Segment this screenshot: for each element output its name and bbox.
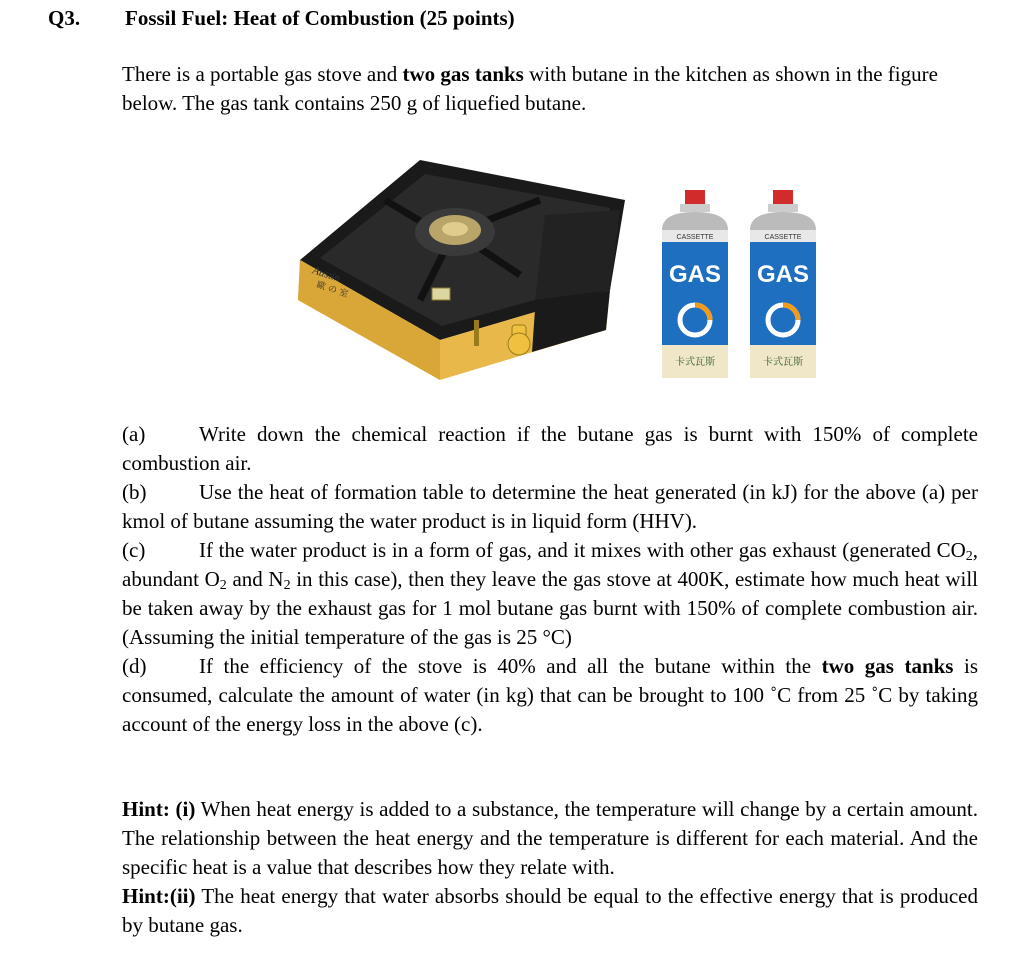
question-b-label: (b) — [122, 480, 147, 504]
question-c-text-2: , abundant O — [122, 538, 978, 591]
question-b-text: Use the heat of formation table to determine the heat generated (in kJ) for the above (a) per kmol of butane assuming the water product is in liquid form (HHV). — [122, 480, 978, 533]
portable-stove — [298, 160, 625, 380]
question-b — [122, 478, 978, 536]
canister-2-bottom-label: 卡式瓦斯 — [763, 357, 803, 368]
hint-1-label: Hint: (i) — [122, 797, 196, 821]
canister-2-gas-label: GAS — [756, 261, 810, 288]
intro-paragraph — [122, 60, 978, 118]
question-c — [122, 536, 978, 652]
hint-2-label: Hint:(ii) — [122, 884, 196, 908]
stove-and-tanks-figure — [280, 140, 820, 400]
intro-bold: two gas tanks — [402, 62, 524, 86]
question-d — [122, 652, 978, 739]
intro-text-1: There is a portable gas stove and — [122, 62, 403, 86]
canister-2-top-label: CASSETTE — [764, 234, 802, 241]
canister-1-top-label: CASSETTE — [676, 234, 714, 241]
intro-text-2: with butane in the kitchen as shown in the figure below. The gas tank contains 250 g of liquefied butane. — [122, 62, 938, 115]
canister-1-bottom-label: 卡式瓦斯 — [675, 357, 715, 368]
hints-section — [122, 795, 978, 940]
stove-brand-label: Austin — [311, 264, 342, 285]
question-a — [122, 420, 978, 478]
question-c-text-4: in this case), then they leave the gas stove at 400K, estimate how much heat will be taken away by the exhaust gas for 1 mol butane gas burnt with 150% of complete combustion air. (Assuming the initial temperature of the gas is 25 °C) — [122, 567, 978, 649]
canister-1-gas-label: GAS — [668, 261, 722, 288]
hint-1 — [122, 795, 978, 882]
question-a-label: (a) — [122, 422, 146, 446]
hint-2-text: The heat energy that water absorbs should be equal to the effective energy that is produced by butane gas. — [122, 884, 978, 937]
hint-1-text: When heat energy is added to a substance, the temperature will change by a certain amount. The relationship between the heat energy and the temperature is different for each material. And the specific heat is a value that describes how they relate with. — [122, 797, 978, 879]
question-c-label: (c) — [122, 538, 146, 562]
n2-subscript: 2 — [283, 578, 291, 593]
question-d-bold: two gas tanks — [821, 654, 954, 678]
hint-2 — [122, 882, 978, 940]
question-a-text: Write down the chemical reaction if the butane gas is burnt with 150% of complete combustion air. — [122, 422, 978, 475]
question-title: Fossil Fuel: Heat of Combustion (25 points) — [125, 6, 515, 30]
question-d-text-1: If the efficiency of the stove is 40% and all the butane within the — [199, 654, 822, 678]
question-c-text-3: and N — [226, 567, 284, 591]
co2-subscript: 2 — [965, 549, 973, 564]
question-d-text-2: is consumed, calculate the amount of water (in kg) that can be brought to 100 ˚C from 25 ˚C by taking account of the energy loss in the above (c). — [122, 654, 979, 736]
o2-subscript: 2 — [219, 578, 227, 593]
sub-questions — [122, 420, 978, 739]
question-d-label: (d) — [122, 654, 147, 678]
stove-brand-label-cn: 歐 の 室 — [315, 280, 350, 300]
question-number: Q3. — [48, 6, 81, 30]
question-c-text-1: If the water product is in a form of gas, and it mixes with other gas exhaust (generated CO — [199, 538, 966, 562]
question-header — [48, 4, 515, 32]
